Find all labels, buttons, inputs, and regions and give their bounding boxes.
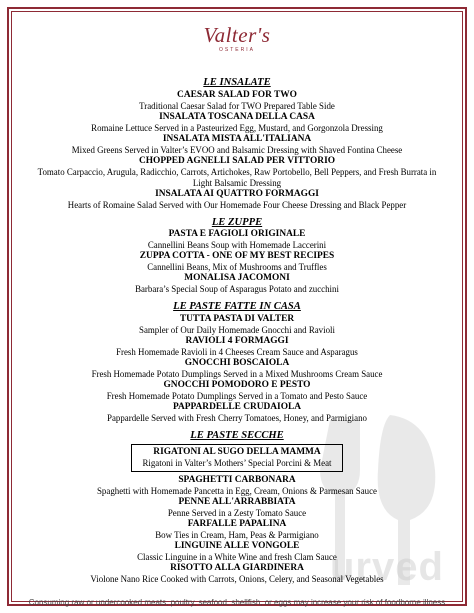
section-title-insalate: LE INSALATE — [203, 77, 271, 88]
menu-item-desc: Cannellini Beans, Mix of Mushrooms and Truffles — [147, 262, 327, 273]
menu-item-desc: Fresh Homemade Potato Dumplings Served in a Mixed Mushrooms Cream Sauce — [91, 368, 383, 379]
menu-item-desc-continued: Light Balsamic Dressing — [192, 177, 282, 188]
menu-item-desc: Tomato Carpaccio, Arugula, Radicchio, Carrots, Artichokes, Raw Portobello, Bell Peppers, and Fresh Burrata in — [37, 166, 437, 177]
menu-item-name: TUTTA PASTA DI VALTER — [179, 313, 295, 324]
menu-item-desc: Violone Nano Rice Cooked with Carrots, Onions, Celery, and Seasonal Vegetables — [90, 574, 384, 585]
menu-item-desc: Pappardelle Served with Fresh Cherry Tomatoes, Honey, and Parmigiano — [107, 412, 367, 423]
menu-item-name: RAVIOLI 4 FORMAGGI — [185, 335, 289, 346]
menu-item-name: MONALISA JACOMONI — [184, 273, 290, 284]
menu-item-desc: Bow Ties in Cream, Ham, Peas & Parmigiano — [155, 530, 319, 541]
menu-item-name: PAPPARDELLE CRUDAIOLA — [172, 401, 302, 412]
section-title-paste-secche: LE PASTE SECCHE — [190, 429, 284, 441]
restaurant-logo — [0, 24, 474, 53]
menu-item-desc: Traditional Caesar Salad for TWO Prepared Table Side — [139, 100, 335, 111]
menu-item-desc: Fresh Homemade Ravioli in 4 Cheeses Cream Sauce and Asparagus — [116, 346, 358, 357]
menu-item-name: CHOPPED AGNELLI SALAD PER VITTORIO — [138, 155, 336, 166]
menu-item-name: INSALATA TOSCANA DELLA CASA — [159, 111, 315, 122]
menu-item-name: FARFALLE PAPALINA — [187, 519, 287, 530]
menu-item-desc: Classic Linguine in a White Wine and fresh Clam Sauce — [137, 552, 337, 563]
menu-item-name: RISOTTO ALLA GIARDINERA — [170, 563, 304, 574]
featured-item-desc: Rigatoni in Valter’s Mothers’ Special Porcini & Meat — [142, 458, 332, 469]
menu-item-name: LINGUINE ALLE VONGOLE — [174, 541, 300, 552]
menu-item-name: GNOCCHI POMODORO E PESTO — [163, 379, 311, 390]
logo-subtitle: OSTERIA — [219, 47, 255, 53]
menu-item-name: INSALATA AI QUATTRO FORMAGGI — [155, 188, 319, 199]
section-title-paste-fatte-in-casa: LE PASTE FATTE IN CASA — [173, 301, 301, 313]
menu-content — [0, 77, 474, 585]
logo-name: Valter's — [203, 23, 271, 47]
food-safety-disclaimer: Consuming raw or undercooked meats, poultry, seafood, shellfish, or eggs may increase your risk of foodborne illness — [28, 598, 446, 607]
menu-item-name: ZUPPA COTTA - ONE OF MY BEST RECIPES — [139, 251, 335, 262]
menu-item-desc: Mixed Greens Served in Valter’s EVOO and Balsamic Dressing with Shaved Fontina Cheese — [71, 144, 403, 155]
menu-item-name: PASTA E FAGIOLI ORIGINALE — [168, 229, 306, 240]
menu-item-desc: Fresh Homemade Potato Dumplings Served in a Tomato and Pesto Sauce — [106, 390, 368, 401]
menu-item-name: INSALATA MISTA ALL'ITALIANA — [162, 133, 312, 144]
menu-item-desc: Hearts of Romaine Salad Served with Our Homemade Four Cheese Dressing and Black Pepper — [67, 199, 407, 210]
menu-item-name: GNOCCHI BOSCAIOLA — [184, 357, 290, 368]
menu-item-desc: Penne Served in a Zesty Tomato Sauce — [167, 508, 307, 519]
featured-dish-box — [131, 444, 342, 472]
watermark-text: urved — [330, 545, 444, 589]
menu-item-desc: Romaine Lettuce Served in a Pasteurized Egg, Mustard, and Gorgonzola Dressing — [91, 122, 383, 133]
menu-item-desc: Spaghetti with Homemade Pancetta in Egg, Cream, Onions & Parmesan Sauce — [97, 486, 377, 497]
featured-item-name: RIGATONI AL SUGO DELLA MAMMA — [153, 447, 321, 458]
menu-item-desc: Barbara’s Special Soup of Asparagus Potato and zucchini — [135, 284, 339, 295]
menu-item-desc: Sampler of Our Daily Homemade Gnocchi and Ravioli — [139, 324, 335, 335]
menu-item-name: CAESAR SALAD FOR TWO — [177, 89, 297, 100]
menu-item-name: PENNE ALL'ARRABBIATA — [178, 497, 296, 508]
section-title-zuppe: LE ZUPPE — [211, 216, 263, 228]
menu-item-desc: Cannellini Beans Soup with Homemade Laccerini — [147, 240, 327, 251]
menu-item-name: SPAGHETTI CARBONARA — [178, 475, 296, 486]
